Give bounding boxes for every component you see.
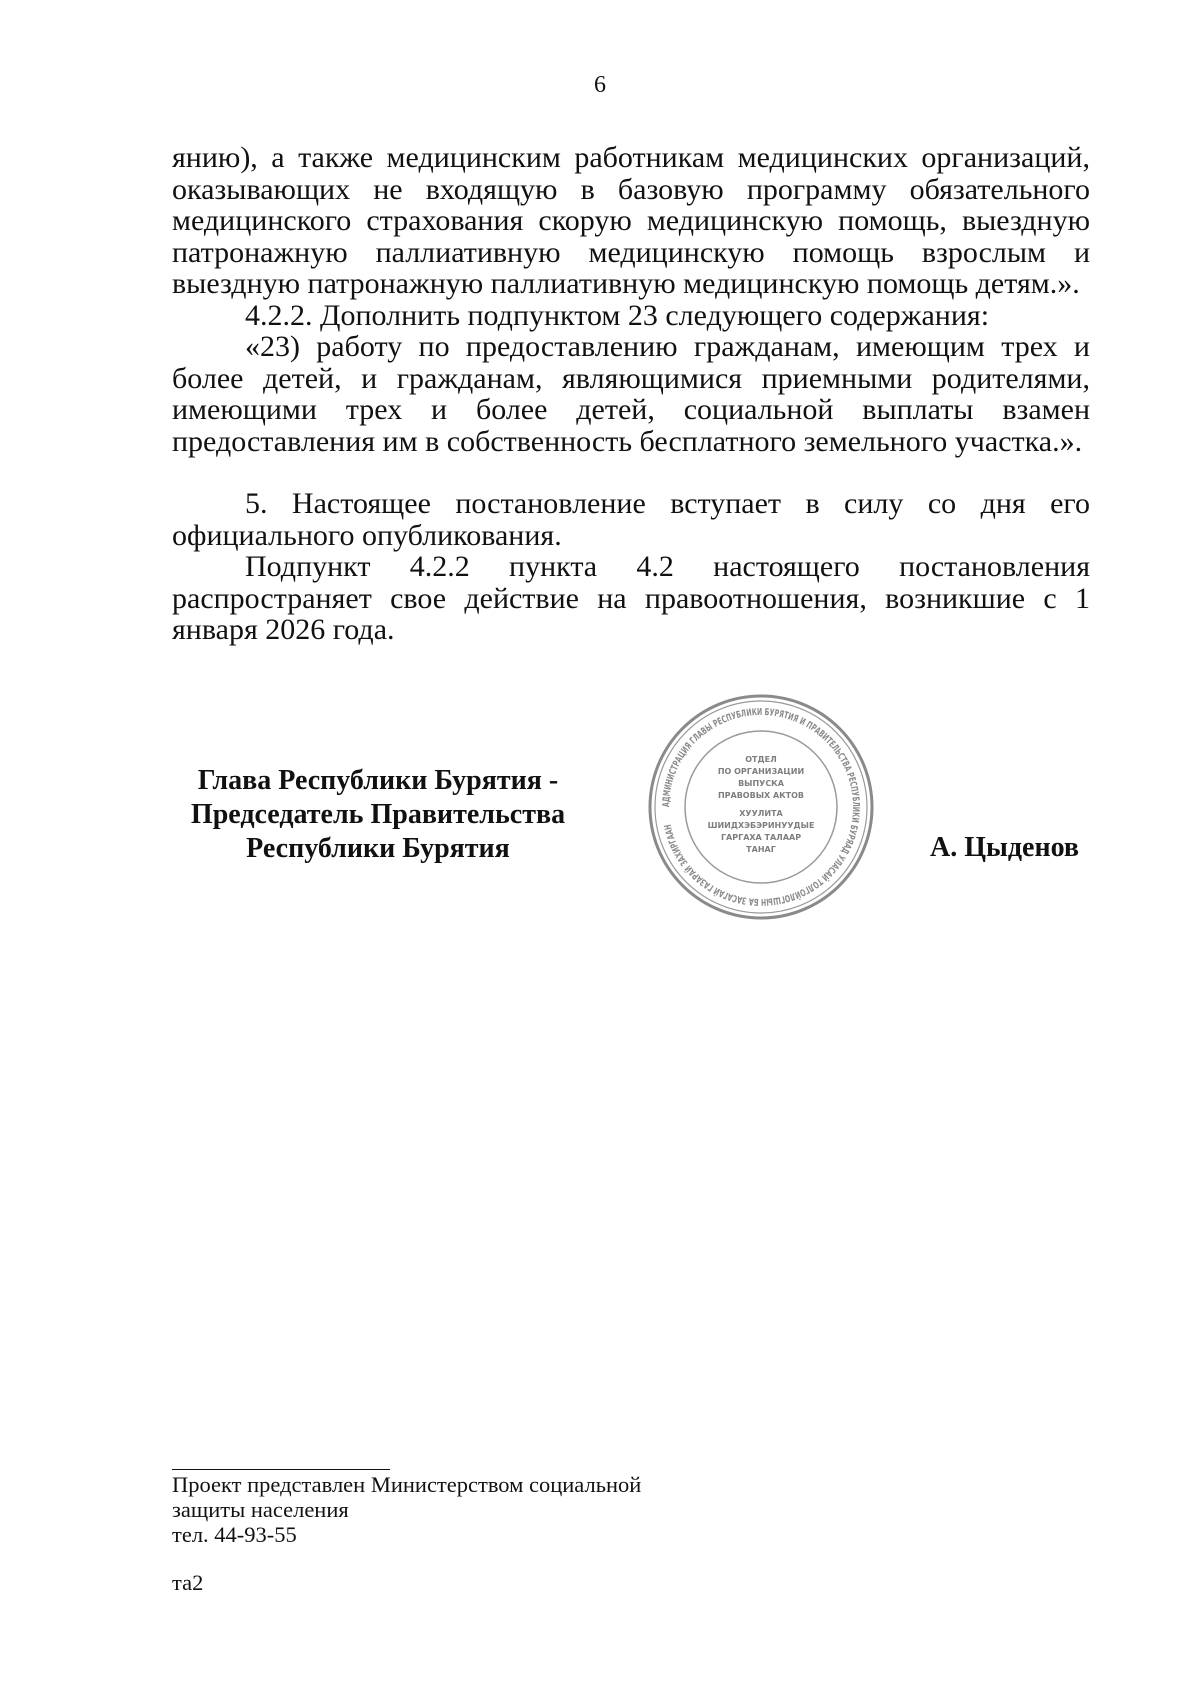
paragraph-4-2-2: 4.2.2. Дополнить подпунктом 23 следующего содержания: bbox=[245, 298, 990, 332]
stamp-line: ВЫПУСКА bbox=[738, 779, 784, 788]
signer-title bbox=[178, 764, 578, 866]
signer-title-line: Председатель Правительства bbox=[190, 799, 566, 830]
stamp-line: ХУУЛИТА bbox=[739, 809, 783, 818]
signer-name: А. Цыденов bbox=[930, 832, 1080, 863]
stamp-line: ШИИДХЭБЭРИНУУДЫЕ bbox=[707, 821, 815, 830]
signer-title-line: Глава Республики Бурятия - bbox=[197, 765, 559, 796]
stamp-line: ГАРГАХА ТАЛААР bbox=[720, 833, 802, 842]
page-number: 6 bbox=[594, 72, 606, 98]
footnote-line: Проект представлен Министерством социальной bbox=[172, 1472, 642, 1497]
signer-title-line: Республики Бурятия bbox=[246, 833, 510, 864]
paragraph-continuation: янию), а также медицинским работникам медицинских организаций, оказывающих не входящую в базовую программу обязательного медицинского страхования скорую медицинскую помощь, выездную патронажную паллиативную медицинскую помощь взрослым и выездную патронажную паллиативную медицинскую помощь детям.». bbox=[172, 141, 1090, 300]
document-body bbox=[172, 142, 1090, 646]
footnote-divider bbox=[172, 1469, 390, 1470]
paragraph-effective-date: Подпункт 4.2.2 пункта 4.2 настоящего постановления распространяет свое действие на правоотношения, возникшие с 1 января 2026 года. bbox=[172, 550, 1090, 646]
footnote-phone: тел. 44-93-55 bbox=[172, 1522, 297, 1547]
stamp-line: ПРАВОВЫХ АКТОВ bbox=[717, 791, 805, 800]
footnote-line: защиты населения bbox=[172, 1497, 349, 1522]
stamp-ring-text: АДМИНИСТРАЦИЯ ГЛАВЫ РЕСПУБЛИКИ БУРЯТИЯ И ПРАВИТЕЛЬСТВА РЕСПУБЛИКИ БУРЯАД УЛАСАЙ ТОЛГОЙЛОГШЫН БА ЗАСАГАЙ ГАЗАРАЙ ЗАХИРГААН bbox=[660, 706, 862, 908]
stamp-line: ПО ОРГАНИЗАЦИИ bbox=[717, 767, 805, 776]
official-stamp bbox=[646, 692, 876, 922]
paragraph-5: 5. Настоящее постановление вступает в силу со дня его официального опубликования. bbox=[172, 487, 1090, 552]
paragraph-subitem-23: «23) работу по предоставлению гражданам, имеющим трех и более детей, и гражданам, являющимися приемными родителями, имеющими трех и более детей, социальной выплаты взамен предоставления им в собственность бесплатного земельного участка.». bbox=[172, 330, 1090, 458]
footnote bbox=[172, 1472, 641, 1547]
stamp-line: ОТДЕЛ bbox=[745, 755, 777, 764]
stamp-line: ТАНАГ bbox=[746, 845, 776, 854]
document-code: та2 bbox=[172, 1570, 204, 1595]
